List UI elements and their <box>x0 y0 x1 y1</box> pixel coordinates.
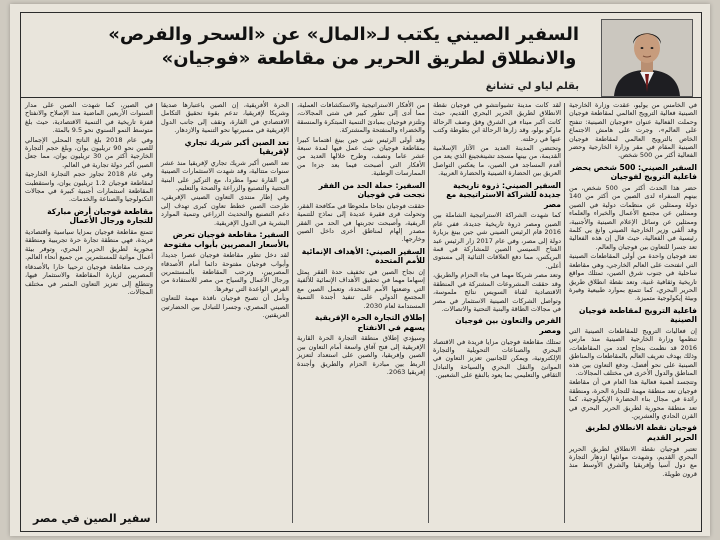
paragraph: وتتجسد أهمية فعالية هذا العام في أن مقاطعة فوجيان تعد منطقة مهمة للتجارة الحرة، ومنطقة رائدة في مجال بناء الحضارة الإيكولوجية، كما تعد منطقة محورية لطريق الحرير البحري في القرن الحادي والعشرين. <box>569 378 697 420</box>
portrait-icon <box>602 20 692 96</box>
column-divider <box>292 103 293 523</box>
headline-line-1: السفير الصيني يكتب لـ«المال» عن «السحر والفرص» <box>108 24 579 45</box>
paragraph: كما شهدت الشراكة الاستراتيجية الشاملة بين الصين ومصر ذروة تاريخية جديدة، ففي عام 2016 قام الرئيس الصيني شي جين بينغ بزيارة دولة إلى مصر، وفي عام 2017 زار الرئيس عبد الفتاح السيسي الصين للمشاركة في قمة البريكس، مما دفع العلاقات الثنائية إلى مستوى أعلى. <box>433 211 561 270</box>
author-photo <box>601 19 693 97</box>
subheading: فاعلية الترويج لمقاطعة فوجيان الصينية <box>578 305 697 325</box>
paragraph: وتحتضن المدينة العديد من الآثار الإسلامية القديمة، من بينها مسجد تشينغجينغ الذي يعد من أقدم المساجد في الصين، ما يعكس التواصل العريق بين الحضارة الصينية والحضارة العربية. <box>433 144 561 178</box>
subheading: السفير: حملة الحد من الفقر نجحت في فوجيان <box>318 180 425 200</box>
subheading: إطلاق التجارة الحرة الإفريقية يسهم في الانفتاح <box>314 313 425 332</box>
paragraph: إن نجاح الصين في تخفيف حدة الفقر يمثل إسهاما مهما في تحقيق الأهداف الإنمائية للألفية التي وضعتها الأمم المتحدة، وتعمل الصين مع المجتمع الدولي على تنفيذ أجندة التنمية المستدامة لعام 2030. <box>297 268 425 310</box>
article-header <box>21 13 701 98</box>
subheading: السفير الصيني: ذروة تاريخية جديدة للشراكة الاستراتيجية مع مصر <box>446 180 561 209</box>
paragraph: حققت فوجيان نجاحا ملحوظا في مكافحة الفقر، وتحولت قرى فقيرة عديدة إلى نماذج للتنمية الريفية، وأصبحت تجربتها في الحد من الفقر مصدر إلهام لمناطق أخرى داخل الصين وخارجها. <box>297 201 425 244</box>
paragraph: وسيؤدي إطلاق منطقة التجارة الحرة القارية الإفريقية إلى فتح آفاق واسعة أمام التعاون بين الصين وإفريقيا، والصين على استعداد لتعزيز الربط بين مبادرة الحزام والطريق وأجندة إفريقيا 2063. <box>297 334 425 376</box>
subheading: فوجيان نقطة الانطلاق لطريق الحرير القديم <box>585 423 697 442</box>
text-column-5 <box>21 99 157 527</box>
subheading: السفير: مقاطعة فوجيان تعرض بالأسعار المصريين بأبواب مفتوحة <box>163 230 289 249</box>
paragraph: وتعد مصر شريكا مهما في بناء الحزام والطريق، وقد حققت المشروعات المشتركة في المنطقة الاقتصادية لقناة السويس نتائج ملموسة، وتواصل الشركات الصينية الاستثمار في مصر في مجالات الطاقة والبنية التحتية والاتصالات. <box>433 271 561 313</box>
text-column-2 <box>429 99 565 527</box>
paragraph: لقد كانت مدينة تشيوانتشو في فوجيان نقطة الانطلاق لطريق الحرير البحري القديم، حيث كانت أكبر ميناء في الشرق وفق وصف الرحالة ماركو بولو، وقد زارها الرحالة ابن بطوطة وكتب عنها في رحلته. <box>433 101 561 143</box>
paragraph: في الصين، كما شهدت الصين على مدار السنوات الأربعين الماضية منذ الإصلاح والانفتاح قفزة تاريخية في التنمية الاقتصادية، حيث بلغ متوسط النمو السنوي نحو 9.5 بالمئة. <box>25 101 153 135</box>
paragraph: ونأمل أن تصبح فوجيان نافذة مهمة للتعاون الصيني المصري، وجسرا للتبادل بين الحضارتين العريقتين. <box>161 294 289 320</box>
newspaper-page <box>10 4 710 536</box>
article-columns <box>21 99 701 531</box>
paragraph: وقد أولى الرئيس شي جين بينغ اهتماما كبيرا بمقاطعة فوجيان حيث عمل فيها لمدة سبعة عشر عاما ونصف، وطرح خلالها العديد من الأفكار التي أصبحت فيما بعد جزءا من الممارسات الوطنية. <box>297 135 425 178</box>
paragraph: تعد الصين أكبر شريك تجاري لإفريقيا منذ عشر سنوات متتالية، وقد شهدت الاستثمارات الصينية في القارة نموا مطردا، مع التركيز على البنية التحتية والتصنيع والزراعة والصحة والتعليم. <box>161 158 289 193</box>
byline: بقلم لياو لي تشانغ <box>485 81 579 92</box>
paragraph: وفي عام 2018 تجاوز حجم التجارة الخارجية لمقاطعة فوجيان 1.2 تريليون يوان، واستقطبت المقاطعة استثمارات أجنبية كبيرة في مجالات التكنولوجيا والصناعة والخدمات. <box>25 170 153 204</box>
paragraph: إن فعاليات الترويج للمقاطعات الصينية التي تنظمها وزارة الخارجية الصينية منذ مارس 2016 قد نظمت بنجاح لعدد من المقاطعات، وذلك بهدف تعريف العالم بالمقاطعات والمناطق الصينية على نحو أفضل، ودفع التعاون بين هذه المناطق والدول الأخرى في مختلف المجالات. <box>569 326 697 377</box>
paragraph: من الأفكار الاستراتيجية والاستكشافات العملية، مما أدى إلى تطور كبير في شتى المجالات، وتلتزم فوجيان بمبادئ التنمية المبتكرة والمنسقة والخضراء والمنفتحة والمشتركة. <box>297 101 425 135</box>
subheading: السفير الصيني: 500 شخص يحضر فاعلية الترويج لفوجيان <box>570 162 697 182</box>
text-column-4 <box>157 99 293 527</box>
paragraph: الحرة الأفريقية، إن الصين باعتبارها صديقا وشريكا لإفريقيا، تدعم بقوة تحقيق التكامل الاقتصادي في القارة، وتقف إلى جانب الدول الإفريقية في مسيرتها نحو التنمية والازدهار. <box>161 101 289 135</box>
subheading: تعد الصين أكبر شريك تجاري لإفريقيا <box>184 137 289 157</box>
subheading: الفرص والتعاون بين فوجيان ومصر <box>455 316 561 335</box>
column-divider <box>428 103 429 523</box>
article-frame <box>20 12 702 532</box>
paragraph: وفي عام 2018 بلغ الناتج المحلي الإجمالي للصين نحو 90 تريليون يوان، وبلغ حجم التجارة الخارجية أكثر من 30 تريليون يوان، مما جعل الصين أكبر دولة تجارية في العالم. <box>25 135 153 169</box>
text-column-3 <box>293 99 429 527</box>
paragraph: وفي إطار منتدى التعاون الصيني الإفريقي، طرحت الصين خطط تعاون كبرى تهدف إلى دعم التصنيع والتحديث الزراعي وتنمية الموارد البشرية في الدول الإفريقية. <box>161 193 289 227</box>
subheading: السفير الصيني: الأهداف الإنمائية للأمم المتحدة <box>301 246 425 266</box>
paragraph: تتمتع مقاطعة فوجيان بمزايا سياسية واقتصادية فريدة، فهي منطقة تجارة حرة تجريبية ومنطقة محورية لطريق الحرير البحري، وتوفر بيئة أعمال مواتية للمستثمرين من جميع أنحاء العالم. <box>25 228 153 262</box>
author-title: سفير الصين في مصر <box>33 512 151 525</box>
paragraph: تعد فوجيان واحدة من أولى المقاطعات الصينية التي انفتحت على العالم الخارجي، وهي مقاطعة ساحلية في جنوب شرق الصين، تمتلك مواقع تاريخية وثقافية غنية، وتعد نقطة انطلاق طريق الحرير البحري، كما تتمتع بموارد طبيعية وفيرة وبيئة إيكولوجية متميزة. <box>569 252 697 303</box>
paragraph: وترحب مقاطعة فوجيان ترحيبا حارا بالأصدقاء المصريين لزيارة المقاطعة والاستثمار فيها، وتتطلع إلى تعزيز التعاون المثمر في مختلف المجالات. <box>25 262 153 296</box>
paragraph: تعتبر فوجيان نقطة الانطلاق لطريق الحرير البحري القديم، وشهدت موانئها ازدهار التجارة مع دول آسيا وإفريقيا والشرق الأوسط منذ قرون طويلة. <box>569 444 697 478</box>
text-column-1 <box>565 99 701 527</box>
headline-line-2: والانطلاق لطريق الحرير من مقاطعة «فوجيان» <box>161 48 577 69</box>
paragraph: لقد دخل تطور مقاطعة فوجيان عصرا جديدا، وأبواب فوجيان مفتوحة دائما أمام الأصدقاء المصريين، وترحب المقاطعة بالمستثمرين ورجال الأعمال والسياح من مصر للاستفادة من الفرص الواعدة التي توفرها. <box>161 251 289 293</box>
paragraph: في الخامس من يوليو، عقدت وزارة الخارجية الصينية فعالية الترويج العالمي لمقاطعة فوجيان وحملت الفعالية عنوان «فوجيان الصينية: تنفتح على العالم»، وجرت على هامش الاجتماع الخاص بالترويج العالمي لمقاطعة فوجيان الصينية المقام في مقر وزارة الخارجية وحضر الفعالية أكثر من 500 شخص. <box>569 101 697 160</box>
subheading: مقاطعة فوجيان أرض مباركة للتجارة ورجال الأعمال <box>47 206 153 226</box>
column-divider <box>564 103 565 523</box>
paragraph: تمتلك مقاطعة فوجيان مزايا فريدة في الاقتصاد البحري والصناعات التحويلية والتجارة الإلكترونية، ويمكن للجانبين تعزيز التعاون في الموانئ والنقل البحري والسياحة والتبادل الثقافي والتعليمي بما يعود بالنفع على الشعبين. <box>433 337 561 380</box>
column-divider <box>156 103 157 523</box>
paragraph: حضر هذا الحدث أكثر من 500 شخص، من بينهم السفراء لدى الصين من أكثر من 140 دولة وممثلين عن منظمات دولية في الصين وممثلين عن مجتمع الأعمال والخبراء والعلماء وممثلين عن وسائل الإعلام الصينية والأجنبية، وقد ألقى وزير الخارجية الصيني وانغ يي كلمة رئيسية في الفعالية، حيث قال إن هذه الفعالية تعد جسرا للتعاون بين فوجيان والعالم. <box>569 184 698 251</box>
headline <box>108 23 579 71</box>
